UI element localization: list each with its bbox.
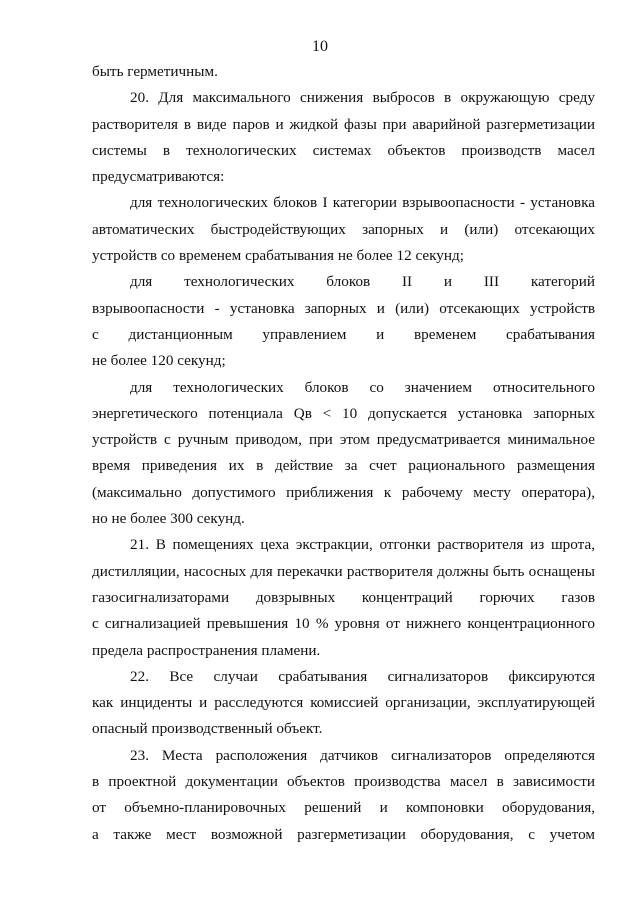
text-line: 22. Все случаи срабатывания сигнализаторов фиксируются bbox=[130, 667, 595, 685]
page-number: 10 bbox=[312, 38, 328, 55]
text-line: не более 120 секунд; bbox=[92, 352, 226, 370]
text-line: для технологических блоков I категории взрывоопасности - установка bbox=[130, 194, 595, 212]
text-line: растворителя в виде паров и жидкой фазы при аварийной разгерметизации bbox=[92, 115, 595, 133]
text-line: устройств с ручным приводом, при этом предусматривается минимальное bbox=[92, 431, 595, 449]
text-line: устройств со временем срабатывания не более 12 секунд; bbox=[92, 247, 464, 265]
text-line: предусматриваются: bbox=[92, 168, 225, 186]
text-line: в проектной документации объектов производства масел в зависимости bbox=[92, 773, 595, 791]
text-line: но не более 300 секунд. bbox=[92, 510, 245, 528]
text-line: 20. Для максимального снижения выбросов в окружающую среду bbox=[130, 89, 595, 107]
text-line: для технологических блоков II и III категорий bbox=[130, 273, 595, 291]
text-line: 23. Места расположения датчиков сигнализаторов определяются bbox=[130, 746, 595, 764]
text-line: газосигнализаторами довзрывных концентраций горючих газов bbox=[92, 588, 595, 606]
text-line: энергетического потенциала Qв < 10 допускается установка запорных bbox=[92, 404, 595, 422]
text-line: автоматических быстродействующих запорных и (или) отсекающих bbox=[92, 220, 595, 238]
text-line: (максимально допустимого приближения к рабочему месту оператора), bbox=[92, 483, 595, 501]
text-line: а также мест возможной разгерметизации оборудования, с учетом bbox=[92, 825, 595, 843]
text-line: с дистанционным управлением и временем срабатывания bbox=[92, 325, 595, 343]
text-line: 21. В помещениях цеха экстракции, отгонки растворителя из шрота, bbox=[130, 536, 595, 554]
text-line: для технологических блоков со значением относительного bbox=[130, 378, 595, 396]
text-line: системы в технологических системах объектов производств масел bbox=[92, 141, 595, 159]
text-line: взрывоопасности - установка запорных и (или) отсекающих устройств bbox=[92, 299, 595, 317]
text-line: предела распространения пламени. bbox=[92, 641, 321, 659]
document-body bbox=[92, 59, 595, 848]
text-line: дистилляции, насосных для перекачки растворителя должны быть оснащены bbox=[92, 562, 595, 580]
text-line: как инциденты и расследуются комиссией организации, эксплуатирующей bbox=[92, 694, 595, 712]
text-line: от объемно-планировочных решений и компоновки оборудования, bbox=[92, 799, 595, 817]
text-line: с сигнализацией превышения 10 % уровня от нижнего концентрационного bbox=[92, 615, 595, 633]
text-line: быть герметичным. bbox=[92, 63, 218, 80]
text-line: опасный производственный объект. bbox=[92, 720, 323, 738]
text-line: время приведения их в действие за счет рационального размещения bbox=[92, 457, 595, 475]
